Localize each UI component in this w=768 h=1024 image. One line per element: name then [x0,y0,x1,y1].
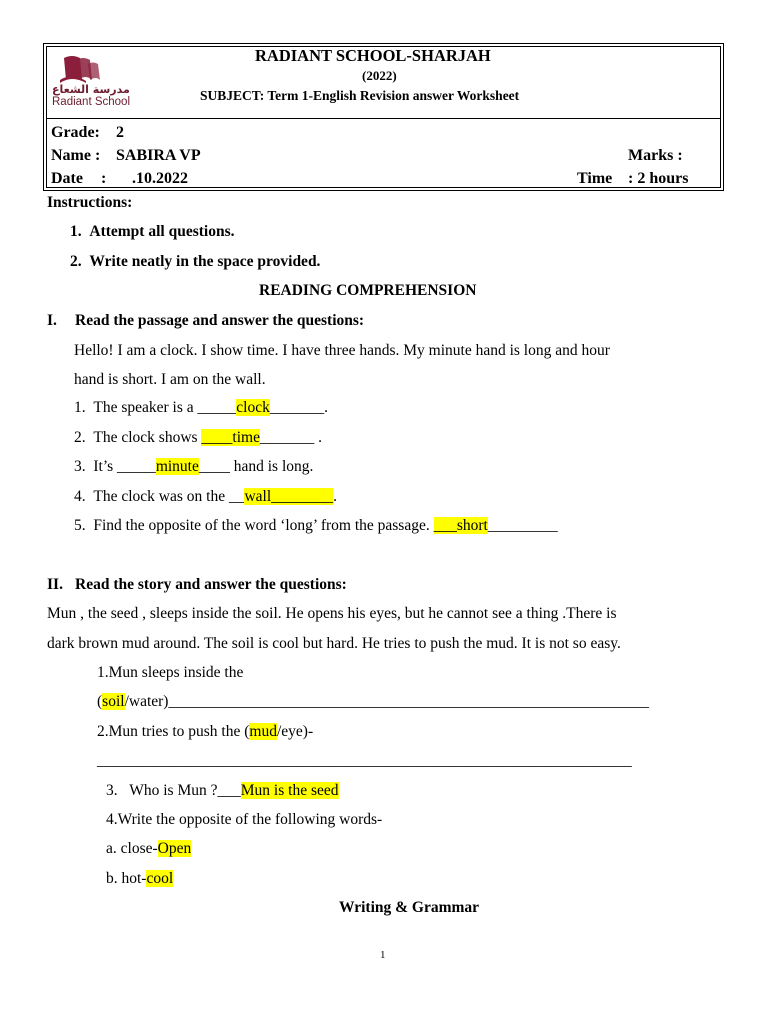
question-text: Who is Mun ?___ [129,782,241,799]
exam-year: (2022) [362,68,397,83]
question-blank: _______. [269,399,328,416]
story-question-1: 1.Mun sleeps inside the [97,664,244,681]
story-question-3 [106,783,339,799]
question-roman-i: I. [47,312,57,329]
story-answer-1 [97,694,649,710]
section-title-writing: Writing & Grammar [339,899,480,916]
grade-label: Grade: [51,124,100,141]
question-text: The clock shows [93,429,202,446]
date-value: .10.2022 [132,170,188,187]
passage-line: hand is short. I am on the wall. [74,371,266,388]
highlighted-answer: soil [102,693,125,710]
instruction-number: 1. [70,223,82,240]
highlighted-answer: ___short [433,517,488,534]
question-text: b. hot- [106,870,147,887]
marks-label: Marks : [628,147,683,164]
bracket-open: ( [97,693,103,710]
question-text: Find the opposite of the word ‘long’ from the passage. [93,517,434,534]
instruction-item [70,224,234,240]
date-label: Date [51,170,83,187]
story-question-4: 4.Write the opposite of the following words- [106,811,383,828]
comprehension-question [74,400,328,416]
date-colon: : [101,170,107,187]
question-number: 5. [74,517,86,534]
highlighted-answer: Open [157,840,192,857]
section-title-reading: READING COMPREHENSION [259,282,477,299]
school-name: RADIANT SCHOOL-SHARJAH [255,46,491,65]
story-line: Mun , the seed , sleeps inside the soil. He opens his eyes, but he cannot see a thing .There is [47,605,617,622]
comprehension-question [74,430,322,446]
instructions-heading: Instructions: [47,194,133,211]
comprehension-question [74,489,337,505]
question-number: 3. [106,782,118,799]
question-roman-ii: II. [47,576,63,593]
question-heading-i: Read the passage and answer the questions: [75,312,365,329]
highlighted-answer: ____time [201,429,260,446]
name-label: Name : [51,147,101,164]
question-text: /eye)- [276,723,314,740]
header-divider [46,118,721,119]
highlighted-answer: Mun is the seed [240,782,339,799]
highlighted-answer: wall________ [244,488,334,505]
question-text: The clock was on the __ [93,488,245,505]
question-number: 1. [74,399,86,416]
story-question-2 [97,724,313,740]
grade-value: 2 [116,124,124,141]
subject-line: SUBJECT: Term 1-English Revision answer Worksheet [200,88,520,103]
time-label: Time [577,170,613,187]
instruction-text: Write neatly in the space provided. [89,253,321,270]
instruction-text: Attempt all questions. [89,223,235,240]
question-blank: _______ . [259,429,322,446]
highlighted-answer: mud [249,723,277,740]
story-line: dark brown mud around. The soil is cool but hard. He tries to push the mud. It is not so easy. [47,635,621,652]
question-number: 4. [74,488,86,505]
question-text: 2.Mun tries to push the ( [97,723,250,740]
time-value: : 2 hours [628,170,689,187]
comprehension-question [74,459,313,475]
question-blank: ____ hand is long. [198,458,314,475]
highlighted-answer: cool [146,870,174,887]
instruction-number: 2. [70,253,82,270]
comprehension-question [74,518,558,534]
answer-blank-line: /water)______________________________________________________________ [124,693,649,710]
answer-blank-line: _____________________________________________________________________ [97,752,632,769]
question-number: 2. [74,429,86,446]
opposite-item-a [106,841,191,857]
question-text: The speaker is a _____ [93,399,237,416]
question-text: a. close- [106,840,158,857]
question-heading-ii: Read the story and answer the questions: [75,576,347,593]
question-text: It’s _____ [93,458,156,475]
name-value: SABIRA VP [116,147,201,164]
question-number: 3. [74,458,86,475]
passage-line: Hello! I am a clock. I show time. I have three hands. My minute hand is long and hour [74,342,610,359]
highlighted-answer: clock [236,399,270,416]
question-blank: _________ [487,517,558,534]
question-blank: . [333,488,338,505]
logo-english-text: Radiant School [52,96,130,108]
page-number: 1 [380,949,386,961]
instruction-item [70,254,320,270]
logo-arabic-text: مدرسة الشعاع [52,83,130,96]
opposite-item-b [106,871,173,887]
highlighted-answer: minute [155,458,199,475]
